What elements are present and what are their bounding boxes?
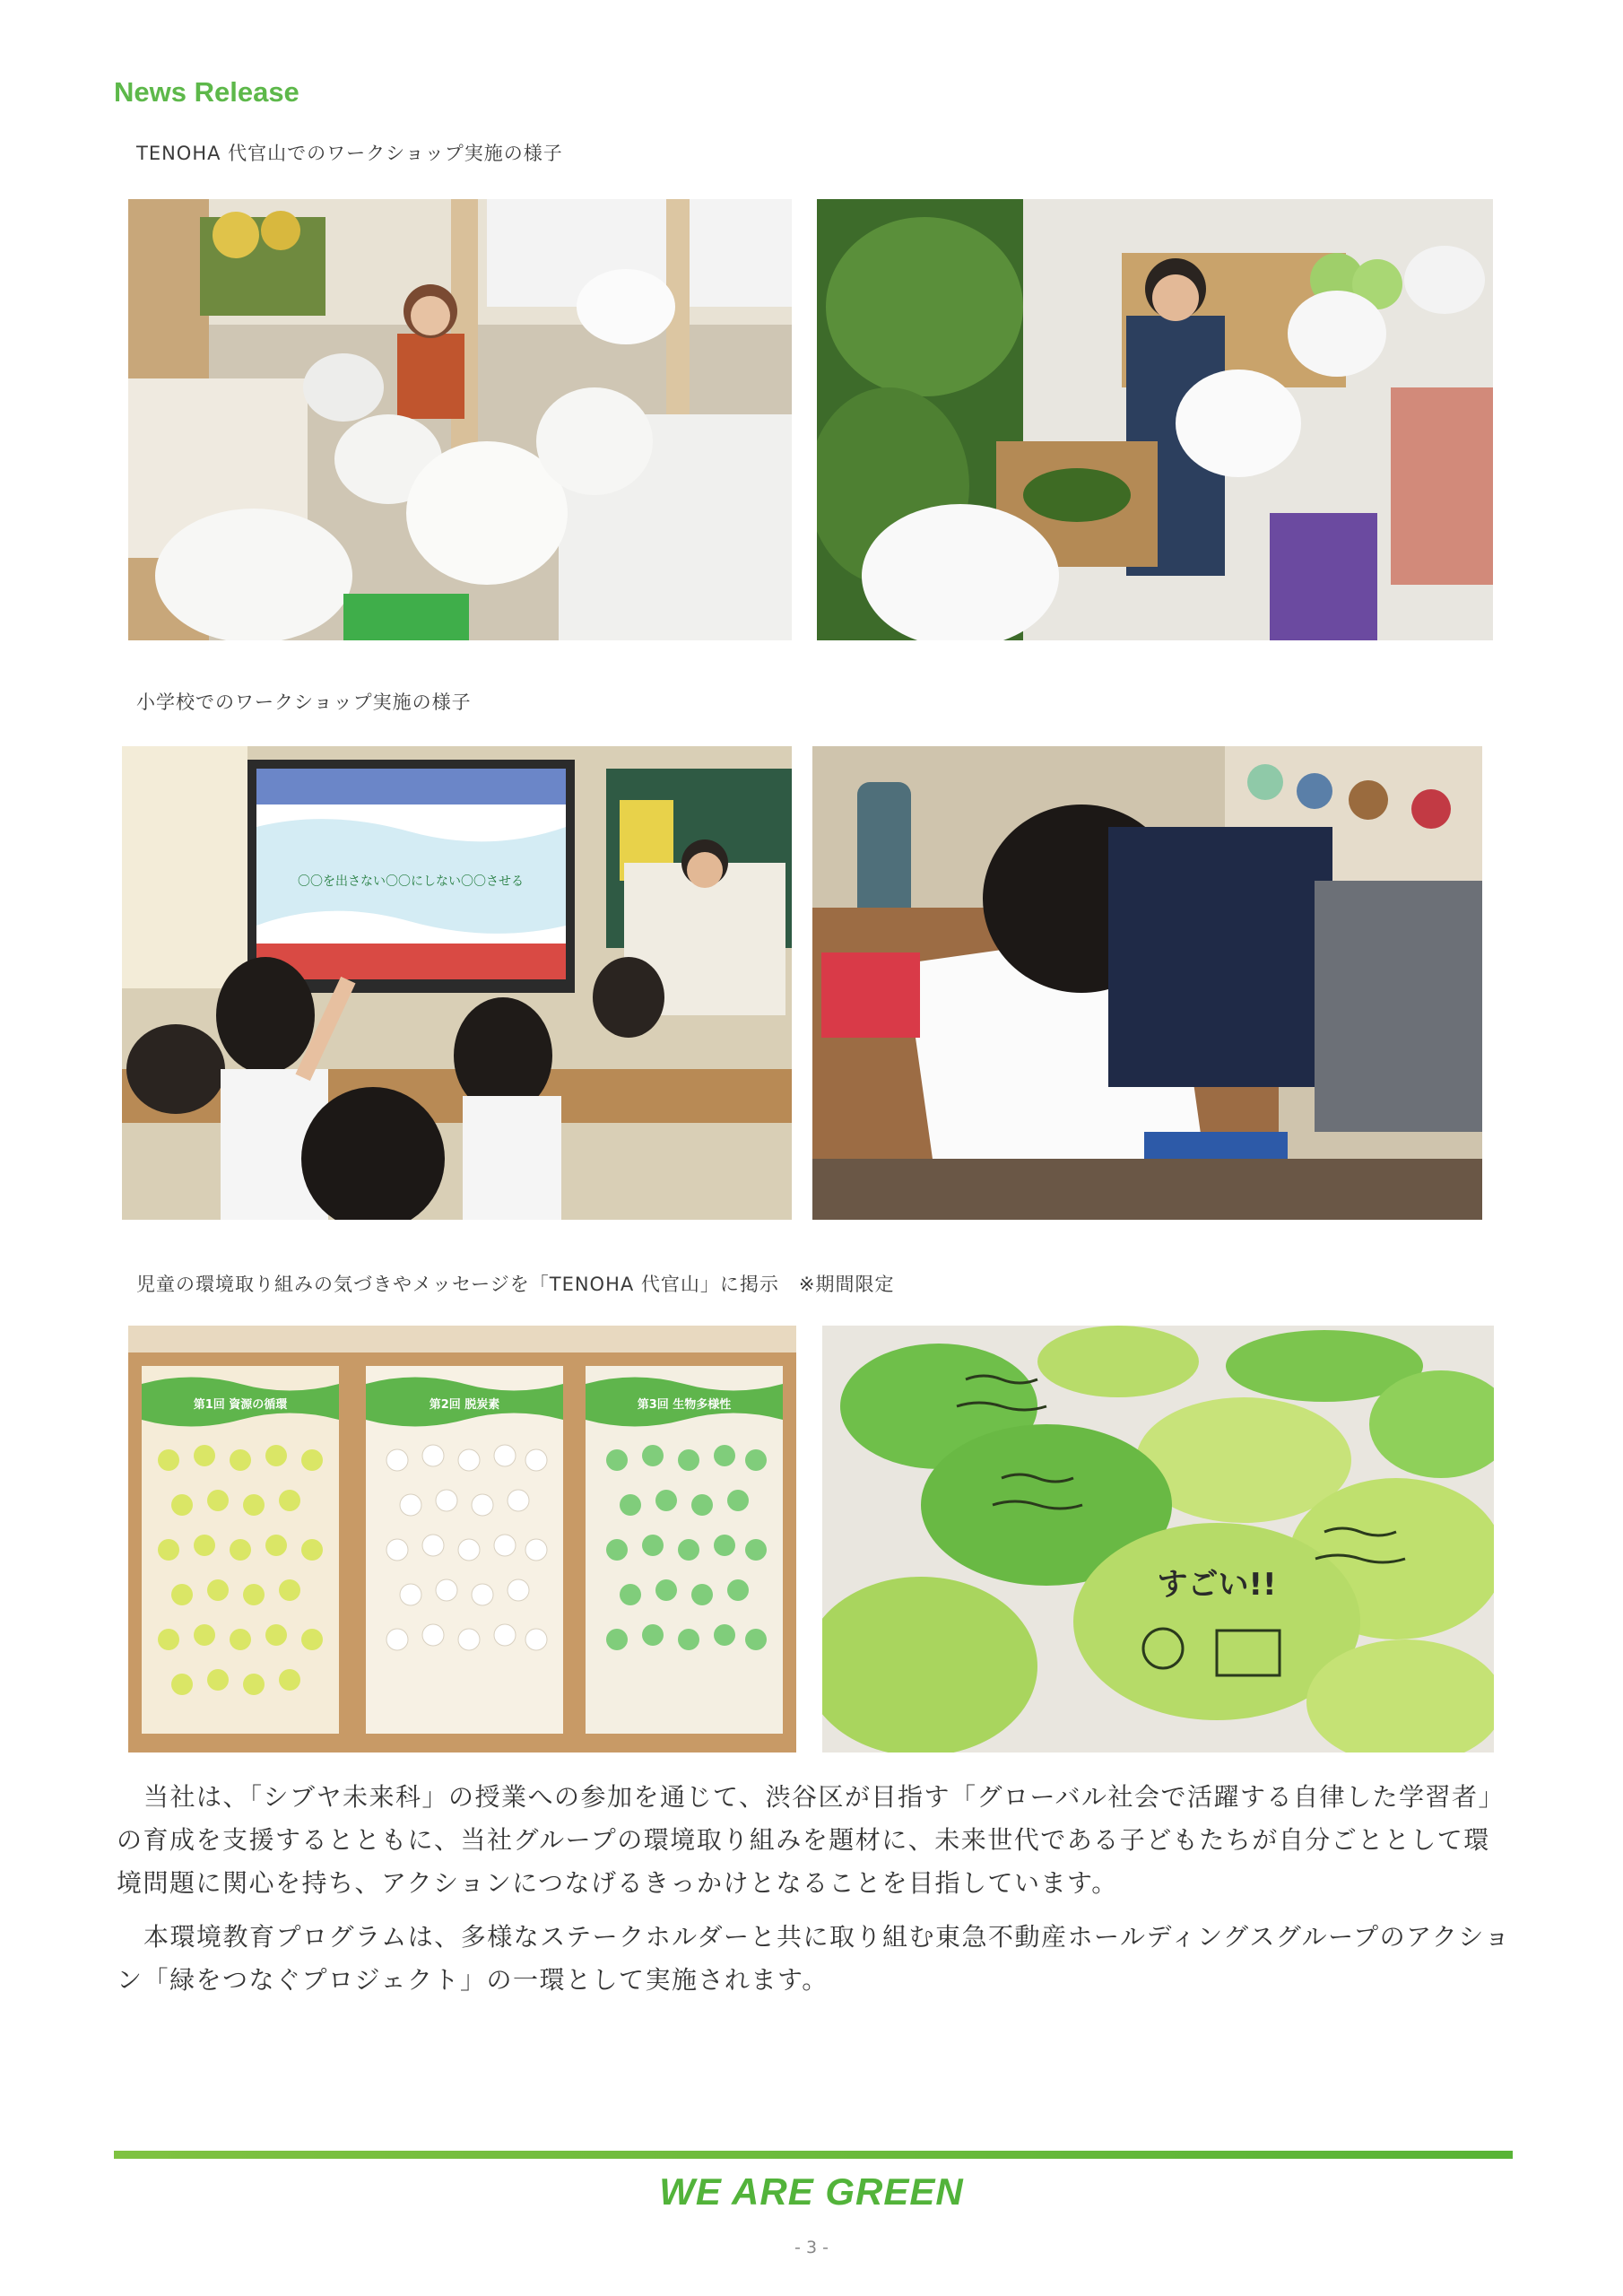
photo-classroom-screen — [122, 746, 792, 1220]
footer-slogan: WE ARE GREEN — [659, 2170, 964, 2213]
photo-leaf-cards-closeup — [822, 1326, 1494, 1752]
news-release-label: News Release — [114, 76, 299, 108]
body-paragraph-2: 本環境教育プログラムは、多様なステークホルダーと共に取り組む東急不動産ホールディングスグループのアクション「緑をつなぐプロジェクト」の一環として実施されます。 — [117, 1922, 1511, 1995]
page-number: - 3 - — [794, 2238, 829, 2257]
caption-school-workshop: 小学校でのワークショップ実施の様子 — [136, 691, 472, 713]
photo-leaf-posters — [128, 1326, 796, 1752]
caption-message-display: 児童の環境取り組みの気づきやメッセージを「TENOHA 代官山」に掲示 ※期間限定 — [136, 1274, 895, 1295]
footer-divider — [114, 2151, 1513, 2159]
card-exclaim-text: すごい!! — [1157, 1567, 1277, 1603]
photo-tenoha-vegetables — [817, 199, 1493, 640]
poster2-title: 第2回 脱炭素 — [429, 1398, 500, 1412]
caption-tenoha-workshop: TENOHA 代官山でのワークショップ実施の様子 — [136, 143, 563, 164]
poster3-title: 第3回 生物多様性 — [637, 1398, 732, 1412]
screen-text: 〇〇を出さない〇〇にしない〇〇させる — [298, 874, 524, 889]
poster1-title: 第1回 資源の循環 — [193, 1398, 288, 1412]
body-text — [117, 1776, 1515, 2013]
photo-child-writing — [812, 746, 1482, 1220]
photo-tenoha-shopfront — [128, 199, 792, 640]
body-paragraph-1: 当社は、「シブヤ未来科」の授業への参加を通じて、渋谷区が目指す「グローバル社会で活躍する自律した学習者」の育成を支援するとともに、当社グループの環境取り組みを題材に、未来世代である子どもたちが自分ごととして環境問題に関心を持ち、アクションにつなげるきっかけとなることを目指しています。 — [117, 1782, 1506, 1898]
